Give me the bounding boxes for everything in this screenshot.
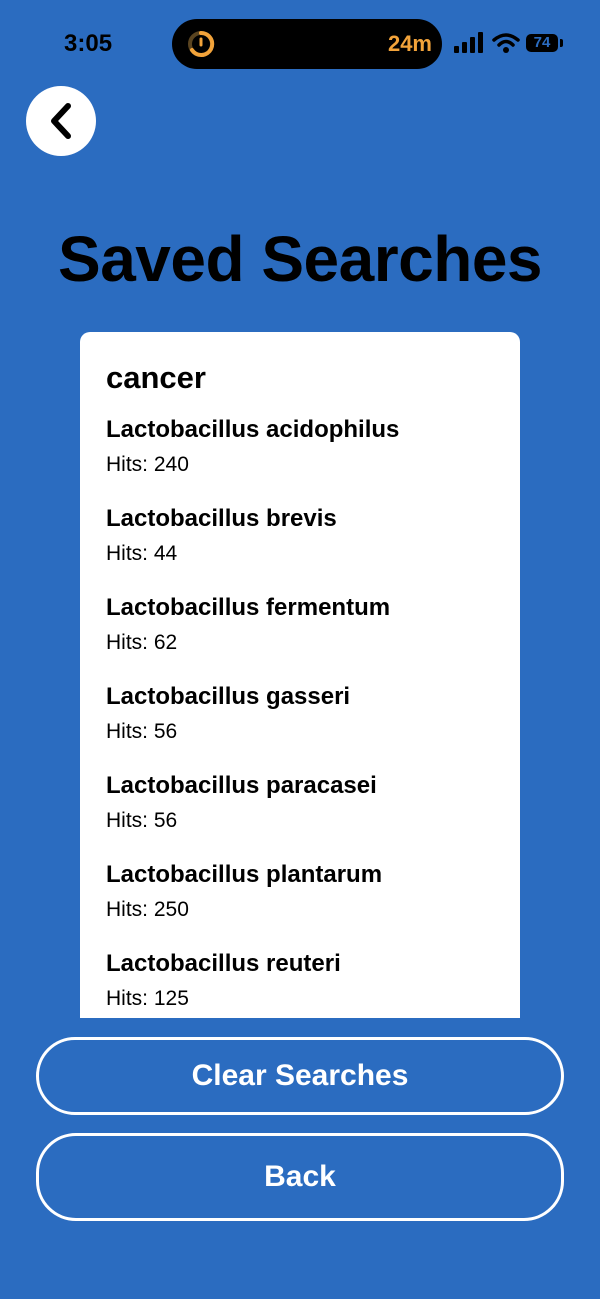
list-item[interactable] xyxy=(106,679,494,749)
timer-icon xyxy=(186,29,216,59)
result-hits: Hits: 125 xyxy=(106,987,189,1010)
result-name: Lactobacillus reuteri xyxy=(106,950,341,977)
battery-cap xyxy=(560,39,563,47)
page-title: Saved Searches xyxy=(58,223,542,295)
saved-searches-list[interactable] xyxy=(80,332,520,1018)
timer-remaining: 24m xyxy=(387,31,432,56)
result-name: Lactobacillus plantarum xyxy=(106,861,383,888)
clear-searches-button[interactable]: Clear Searches xyxy=(36,1037,564,1115)
result-hits: Hits: 250 xyxy=(106,898,189,921)
list-item[interactable] xyxy=(106,946,494,1016)
dynamic-island[interactable] xyxy=(172,19,442,69)
cellular-signal-icon xyxy=(454,32,484,54)
result-name: Lactobacillus gasseri xyxy=(106,683,351,710)
back-chevron-button[interactable] xyxy=(26,86,96,156)
result-name: Lactobacillus fermentum xyxy=(106,594,391,621)
battery-icon: 74 xyxy=(526,34,558,52)
back-button[interactable]: Back xyxy=(36,1133,564,1221)
status-time: 3:05 xyxy=(64,30,113,57)
result-hits: Hits: 56 xyxy=(106,809,178,832)
list-item[interactable] xyxy=(106,857,494,927)
result-name: Lactobacillus acidophilus xyxy=(106,416,400,443)
list-item[interactable] xyxy=(106,768,494,838)
result-hits: Hits: 240 xyxy=(106,453,189,476)
result-name: Lactobacillus brevis xyxy=(106,505,337,532)
search-term-heading: cancer xyxy=(106,360,206,395)
result-hits: Hits: 62 xyxy=(106,631,178,654)
chevron-left-icon xyxy=(46,102,76,140)
list-item[interactable] xyxy=(106,412,494,482)
list-item[interactable] xyxy=(106,590,494,660)
list-item[interactable] xyxy=(106,501,494,571)
result-name: Lactobacillus paracasei xyxy=(106,772,377,799)
result-hits: Hits: 44 xyxy=(106,542,178,565)
wifi-icon xyxy=(492,32,520,54)
result-hits: Hits: 56 xyxy=(106,720,178,743)
